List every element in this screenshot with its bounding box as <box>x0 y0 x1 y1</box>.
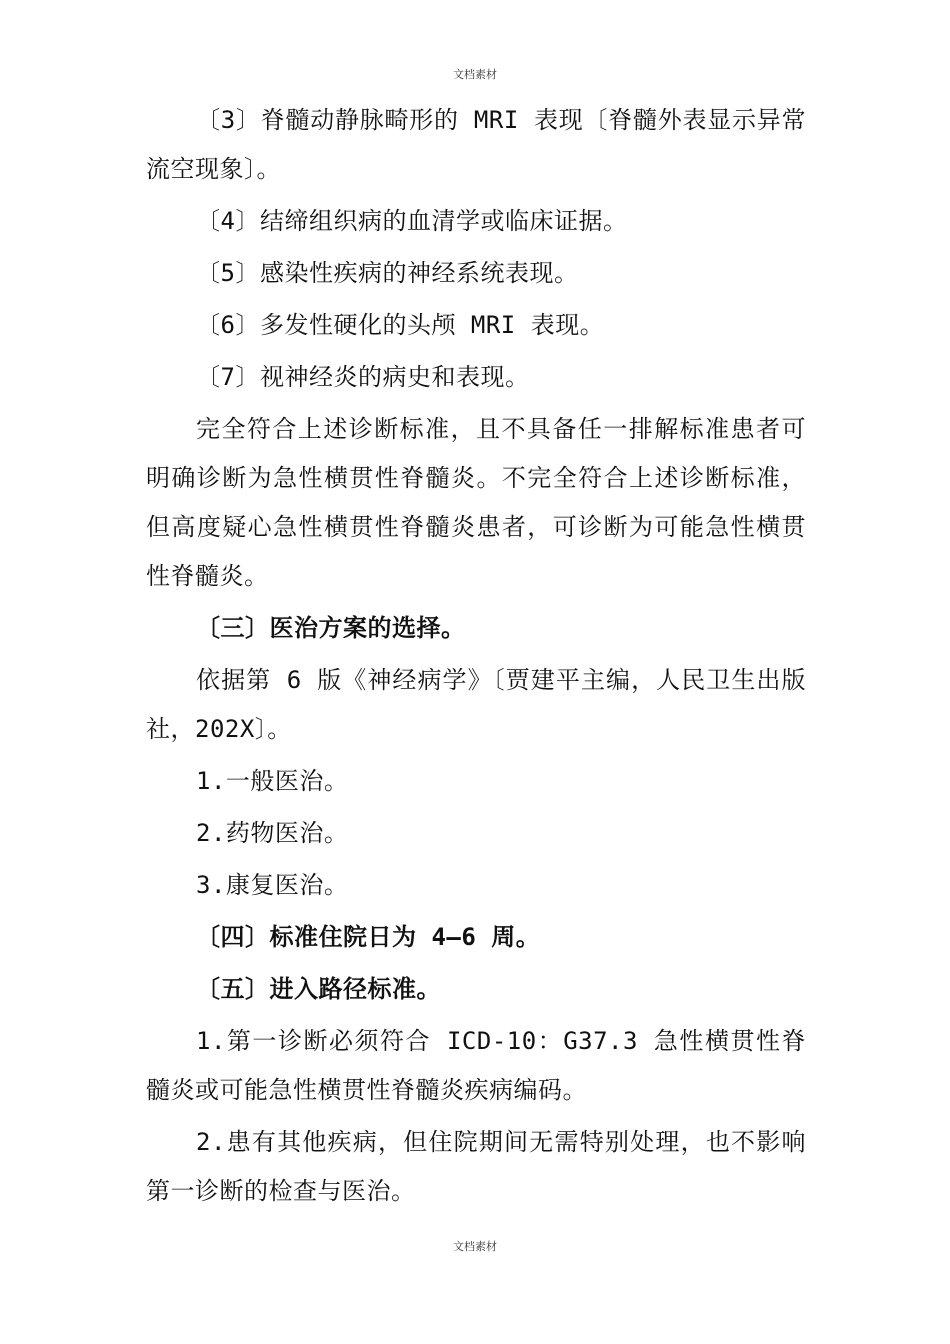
document-body <box>146 96 806 1216</box>
section-heading-pathway-criteria: 〔五〕进入路径标准。 <box>196 975 441 1003</box>
page-footer: 文档素材 <box>453 1240 497 1253</box>
list-item-first-diagnosis: 1.第一诊断必须符合 ICD-10：G37.3 急性横贯性脊髓炎或可能急性横贯性脊髓炎疾病编码。 <box>146 1027 806 1104</box>
paragraph-connective-tissue: 〔4〕结缔组织病的血清学或临床证据。 <box>196 207 628 235</box>
section-heading-hospital-days: 〔四〕标准住院日为 4–6 周。 <box>196 923 541 951</box>
list-item-other-diseases: 2.患有其他疾病，但住院期间无需特别处理，也不影响第一诊断的检查与医治。 <box>146 1128 806 1205</box>
paragraph-optic-neuritis: 〔7〕视神经炎的病史和表现。 <box>196 363 530 391</box>
paragraph-ms-mri: 〔6〕多发性硬化的头颅 MRI 表现。 <box>196 311 605 339</box>
paragraph-reference: 依据第 6 版《神经病学》〔贾建平主编，人民卫生出版社，202X〕。 <box>146 666 806 743</box>
section-heading-treatment: 〔三〕医治方案的选择。 <box>196 614 466 642</box>
page-header: 文档素材 <box>453 68 497 81</box>
list-item-general-treatment: 1.一般医治。 <box>196 767 349 795</box>
paragraph-spinal-avm-mri: 〔3〕脊髓动静脉畸形的 MRI 表现〔脊髓外表显示异常流空现象〕。 <box>146 106 806 183</box>
list-item-drug-treatment: 2.药物医治。 <box>196 819 349 847</box>
list-item-rehab-treatment: 3.康复医治。 <box>196 871 349 899</box>
paragraph-infection: 〔5〕感染性疾病的神经系统表现。 <box>196 259 579 287</box>
paragraph-diagnosis-summary: 完全符合上述诊断标准，且不具备任一排解标准患者可明确诊断为急性横贯性脊髓炎。不完全符合上述诊断标准，但高度疑心急性横贯性脊髓炎患者，可诊断为可能急性横贯性脊髓炎。 <box>146 415 806 590</box>
